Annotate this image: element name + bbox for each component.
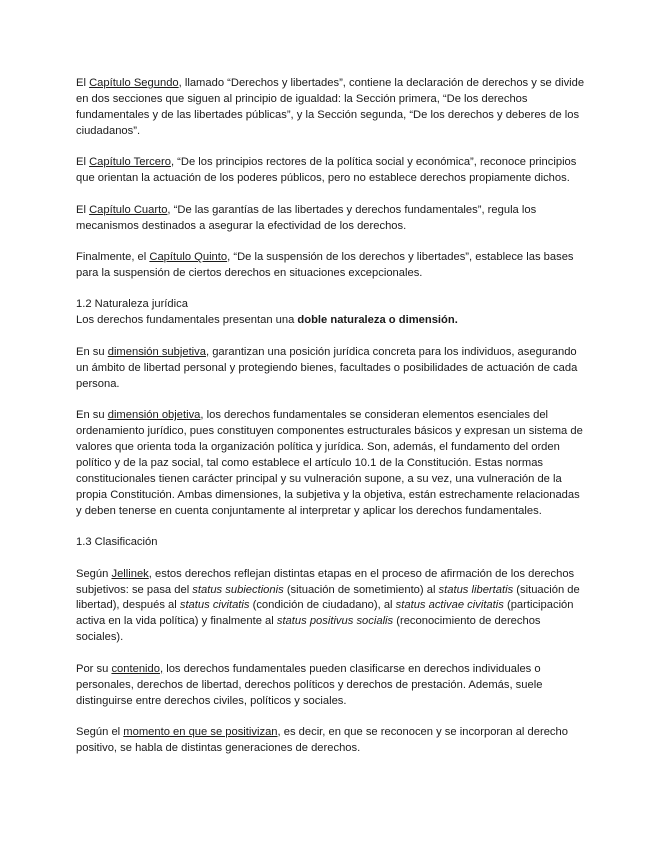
paragraph-momento-positivizan: Según el momento en que se positivizan, es decir, en que se reconocen y se incorporan al derecho positivo, se habla de distintas generaciones de derechos.	[76, 726, 568, 754]
paragraph-capitulo-cuarto: El Capítulo Cuarto, “De las garantías de las libertades y derechos fundamentales”, regula los mecanismos destinados a asegurar la efectividad de los derechos.	[76, 203, 537, 232]
link-capitulo-segundo[interactable]: Capítulo Segundo	[89, 77, 179, 89]
section-heading-naturaleza-juridica: 1.2 Naturaleza jurídica	[76, 298, 188, 311]
link-capitulo-tercero[interactable]: Capítulo Tercero	[89, 156, 171, 169]
link-dimension-objetiva[interactable]: dimensión objetiva	[107, 409, 201, 422]
link-momento-positivizan[interactable]: momento en que se positivizan	[123, 726, 278, 739]
paragraph-capitulo-quinto: Finalmente, el Capítulo Quinto, “De la suspensión de los derechos y libertades”, establece las bases para la suspensión de ciertos derechos en situaciones excepcionales.	[76, 251, 574, 279]
paragraph-contenido: Por su contenido, los derechos fundamentales pueden clasificarse en derechos individuales o personales, derechos de libertad, derechos políticos y derechos de prestación. Además, suele distinguirse entre derechos civiles, políticos y sociales.	[76, 662, 543, 707]
paragraph-dimension-objetiva: En su dimensión objetiva, los derechos fundamentales se consideran elementos esenciales del ordenamiento jurídico, pues constituyen componentes estructurales básicos y expresan un sistema de valores que orienta toda la organización política y jurídica. Son, además, el fundamento del orden político y de la paz social, tal como establece el artículo 10.1 de la Constitución. Estas normas constitucionales tienen carácter principal y su vulneración supone, a su vez, una vulneración de la propia Constitución. Ambas dimensiones, la subjetiva y la objetiva, están estrechamente relacionadas y deben tenerse en cuenta conjuntamente al interpretar y aplicar los derechos fundamentales.	[76, 409, 583, 517]
link-capitulo-quinto[interactable]: Capítulo Quinto	[149, 251, 228, 264]
bold-doble-naturaleza: doble naturaleza o dimensión.	[297, 314, 458, 327]
section-heading-clasificacion: 1.3 Clasificación	[76, 536, 158, 549]
paragraph-capitulo-tercero: El Capítulo Tercero, “De los principios rectores de la política social y económica”, reconoce principios que orientan la actuación de los poderes públicos, pero no establece derechos propiamente dichos.	[76, 156, 577, 185]
link-contenido[interactable]: contenido,	[111, 662, 164, 675]
paragraph-dimension-subjetiva: En su dimensión subjetiva, garantizan una posición jurídica concreta para los individuos, asegurando un ámbito de libertad personal y protegiendo bienes, facultades o posibilidades de actuación de cada persona.	[76, 345, 578, 390]
link-dimension-subjetiva[interactable]: dimensión subjetiva,	[107, 345, 210, 358]
paragraph-doble-naturaleza: Los derechos fundamentales presentan una doble naturaleza o dimensión.	[76, 314, 458, 327]
paragraph-jellinek: Según Jellinek, estos derechos reflejan distintas etapas en el proceso de afirmación de los derechos subjetivos: se pasa del status subiectionis (situación de sometimiento) al status libertatis (situación de libertad), después al status civitatis (condición de ciudadano), al status activae civitatis (participación activa en la vida política) y finalmente al status positivus socialis (reconocimiento de derechos sociales).	[76, 567, 580, 644]
link-capitulo-cuarto[interactable]: Capítulo Cuarto	[89, 203, 168, 216]
paragraph-capitulo-segundo: El Capítulo Segundo, llamado “Derechos y libertades”, contiene la declaración de derechos y se divide en dos secciones que siguen al principio de igualdad: la Sección primera, “De los derechos fundamentales y de las libertades públicas”, y la Sección segunda, “De los derechos y deberes de los ciudadanos”.	[76, 77, 585, 137]
link-jellinek[interactable]: Jellinek	[111, 567, 149, 580]
